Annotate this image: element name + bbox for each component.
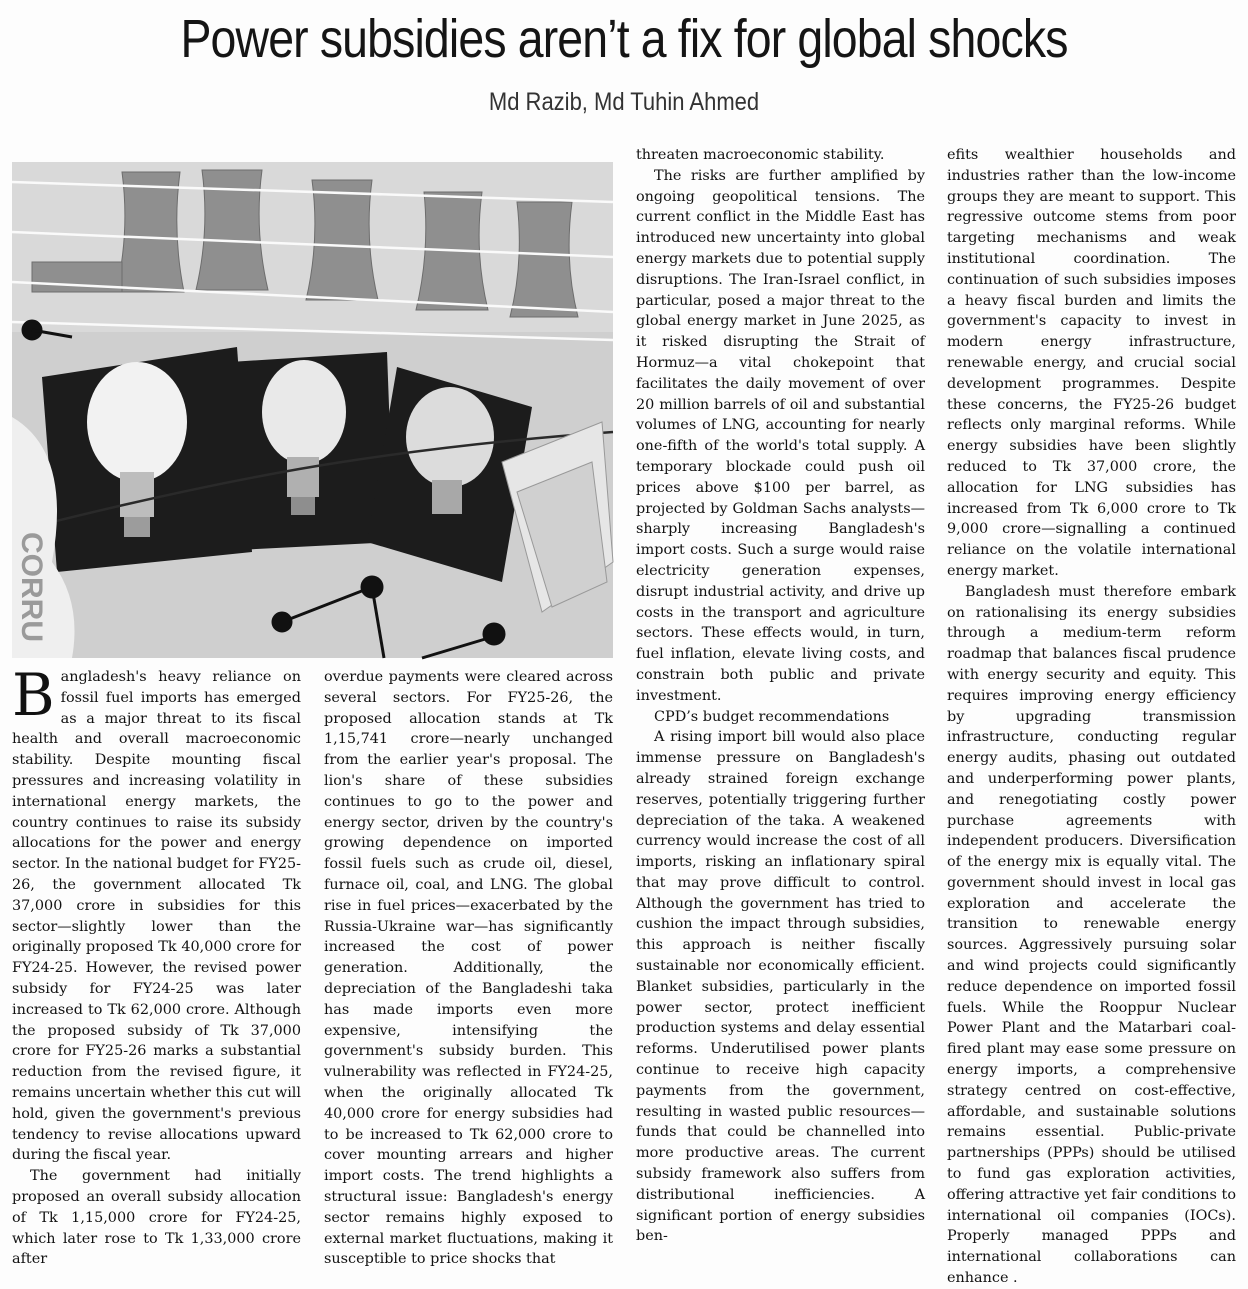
article-paragraph: The risks are further amplified by ongoing geopolitical tensions. The current conflict in the Middle East has introduced new uncertainty into global energy markets due to potential supply disruptions. The Iran-Israel conflict, in particular, posed a major threat to the global energy market in June 2025, as it risked disrupting the Strait of Hormuz—a vital chokepoint that facilitates the daily movement of over 20 million barrels of oil and substantial volumes of LNG, accounting for nearly one-fifth of the world's total supply. A temporary blockade could push oil prices above $100 per barrel, as projected by Goldman Sachs analysts—sharply increasing Bangladesh's import costs. Such a surge would raise electricity generation expenses, disrupt industrial activity, and drive up costs in the transport and agriculture sectors. These effects would, in turn, fuel inflation, elevate living costs, and constrain both public and private investment. <box>636 167 925 704</box>
article-column-1 <box>12 661 301 1268</box>
article-paragraph: Bangladesh must therefore embark on rationalising its energy subsidies through a medium-term reform roadmap that balances fiscal prudence with energy security and equity. This requires improving energy efficiency by upgrading transmission infrastructure, conducting regular energy audits, phasing out outdated and underperforming power plants, and renegotiating costly power purchase agreements with independent producers. Diversification of the energy mix is equally vital. The government should invest in local gas exploration and accelerate the transition to renewable energy sources. Aggressively pursuing solar and wind projects could significantly reduce dependence on imported fossil fuels. While the Rooppur Nuclear Power Plant and the Matarbari coal-fired plant may ease some pressure on energy imports, a comprehensive strategy centred on cost-effective, affordable, and sustainable solutions remains essential. Public-private partnerships (PPPs) should be utilised to fund gas exploration activities, offering attractive yet fair conditions to international oil companies (IOCs). Properly managed PPPs and international collaborations can enhance . <box>947 583 1236 1287</box>
illustration-artwork <box>12 162 613 658</box>
article-paragraph: A rising import bill would also place immense pressure on Bangladesh's already strained foreign exchange reserves, potentially triggering further depreciation of the taka. A weakened currency would increase the cost of all imports, risking an inflationary spiral that may prove difficult to control. Although the government has tried to cushion the impact through subsidies, this approach is neither fiscally sustainable nor economically efficient. Blanket subsidies, particularly in the power sector, protect inefficient production systems and delay essential reforms. Underutilised power plants continue to receive high capacity payments from the government, resulting in wasted public resources—funds that could be channelled into more productive areas. The current subsidy framework also suffers from distributional inefficiencies. A significant portion of energy subsidies ben- <box>636 729 925 1245</box>
article-paragraph: overdue payments were cleared across several sectors. For FY25-26, the proposed allocation stands at Tk 1,15,741 crore—nearly unchanged from the earlier year's proposal. The lion's share of these subsidies continues to go to the power and energy sector, driven by the country's growing dependence on imported fossil fuels such as crude oil, diesel, furnace oil, coal, and LNG. The global rise in fuel prices—exacerbated by the Russia-Ukraine war—has significantly increased the cost of power generation. Additionally, the depreciation of the Bangladeshi taka has made imports even more expensive, intensifying the government's subsidy burden. This vulnerability was reflected in FY24-25, when the originally allocated Tk 40,000 crore for energy subsidies had to be increased to Tk 62,000 crore to cover mounting arrears and higher import costs. The trend highlights a structural issue: Bangladesh's energy sector remains highly exposed to external market fluctuations, making it susceptible to price shocks that <box>324 669 613 1268</box>
headline: Power subsidies aren’t a fix for global shocks <box>180 9 1068 69</box>
article-paragraph: efits wealthier households and industries rather than the low-income groups they are meant to support. This regressive outcome stems from poor targeting mechanisms and weak institutional coordination. The continuation of such subsidies imposes a heavy fiscal burden and limits the government's capacity to invest in modern energy infrastructure, renewable energy, and crucial social development programmes. Despite these concerns, the FY25-26 budget reflects only marginal reforms. While energy subsidies have been slightly reduced to Tk 37,000 crore, the allocation for LNG subsidies has increased from Tk 6,000 crore to Tk 9,000 crore—signalling a continued reliance on the volatile international energy market. <box>947 147 1236 579</box>
drop-cap: B <box>12 661 55 729</box>
illustration <box>12 162 613 658</box>
article-column-2 <box>324 667 613 1268</box>
article-paragraph: threaten macroeconomic stability. <box>636 147 885 163</box>
paragraph-text: angladesh's heavy reliance on fossil fuel imports has emerged as a major threat to its fiscal health and overall macroeconomic stability. Despite mounting fiscal pressures and increasing volatility in international energy markets, the country continues to raise its subsidy allocations for the power and energy sector. In the national budget for FY25-26, the government allocated Tk 37,000 crore in subsidies for this sector—slightly lower than the originally proposed Tk 40,000 crore for FY24-25. However, the revised power subsidy for FY24-25 was later increased to Tk 62,000 crore. Although the proposed subsidy of Tk 37,000 crore for FY25-26 marks a substantial reduction from the revised figure, it remains uncertain whether this cut will hold, given the government's previous tendency to revise allocations upward during the fiscal year. <box>12 669 301 1164</box>
article-column-4 <box>947 145 1236 1287</box>
article-paragraph <box>12 661 301 1166</box>
stamp-text: CORRU <box>15 532 48 642</box>
byline: Md Razib, Md Tuhin Ahmed <box>488 88 760 116</box>
article-column-3 <box>636 145 925 1259</box>
article-paragraph: The government had initially proposed an overall subsidy allocation of Tk 1,15,000 crore for FY24-25, which later rose to Tk 1,33,000 crore after <box>12 1168 301 1268</box>
subheading: CPD’s budget recommendations <box>654 708 890 725</box>
